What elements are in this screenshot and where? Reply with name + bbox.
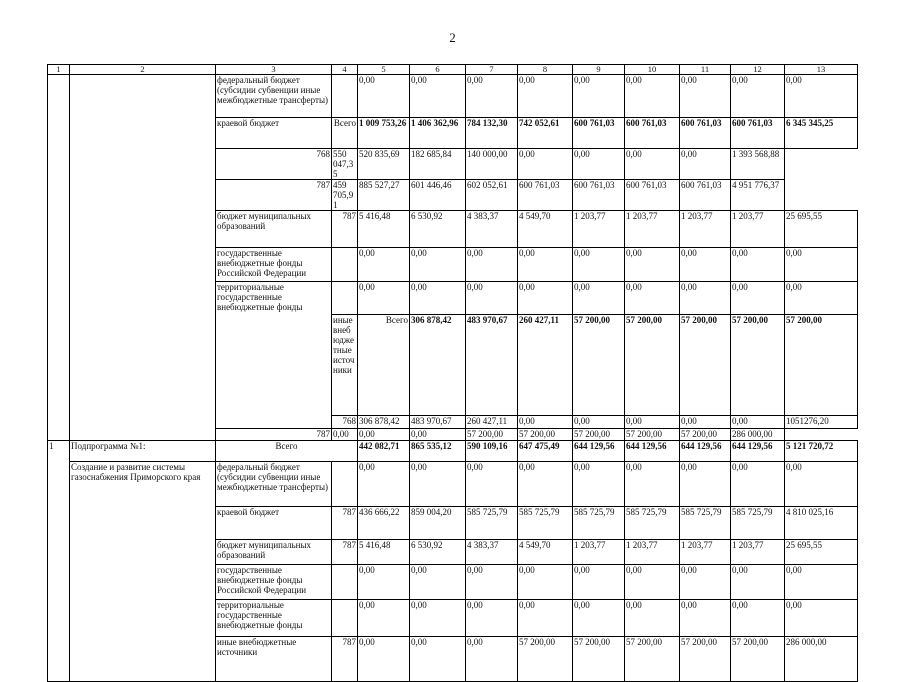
value-cell: 0,00 [680, 416, 731, 429]
value-cell: 0,00 [625, 282, 680, 315]
column-header: 10 [625, 65, 680, 75]
value-cell: 57 200,00 [680, 637, 731, 682]
value-cell: 585 725,79 [625, 507, 680, 540]
table-row [48, 75, 858, 118]
value-cell: 4 951 776,37 [731, 180, 785, 211]
value-cell: 0,00 [625, 149, 680, 180]
value-cell: 0,00 [731, 416, 785, 429]
value-cell: 0,00 [573, 416, 625, 429]
value-cell: 57 200,00 [518, 637, 573, 682]
value-cell: 0,00 [573, 149, 625, 180]
value-cell: 0,00 [680, 462, 731, 507]
value-cell: 306 878,42 [410, 315, 466, 416]
value-cell: 0,00 [518, 75, 573, 118]
value-cell: 0,00 [731, 282, 785, 315]
value-cell: 5 416,48 [358, 540, 410, 565]
value-cell: 0,00 [680, 248, 731, 282]
value-cell: 5 121 720,72 [785, 441, 858, 462]
value-cell: 1 203,77 [625, 540, 680, 565]
source-cell: федеральный бюджет (субсидии субвенции иные межбюджетные трансферты) [216, 75, 332, 118]
value-cell: 4 549,70 [518, 540, 573, 565]
value-cell: 0,00 [466, 600, 518, 637]
value-cell: 0,00 [625, 416, 680, 429]
value-cell: 0,00 [731, 600, 785, 637]
value-cell: 0,00 [358, 600, 410, 637]
value-cell: 0,00 [358, 637, 410, 682]
value-cell: 0,00 [625, 248, 680, 282]
value-cell: 0,00 [518, 149, 573, 180]
value-cell: 644 129,56 [731, 441, 785, 462]
value-cell: 0,00 [573, 282, 625, 315]
source-cell: краевой бюджет [216, 507, 332, 540]
value-cell: 1 203,77 [573, 211, 625, 248]
value-cell: 1 203,77 [680, 540, 731, 565]
value-cell: 0,00 [466, 248, 518, 282]
column-header: 8 [518, 65, 573, 75]
value-cell: 436 666,22 [358, 507, 410, 540]
value-cell: 0,00 [625, 565, 680, 600]
value-cell: 1 203,77 [731, 211, 785, 248]
value-cell: 0,00 [332, 429, 358, 441]
value-cell: 0,00 [518, 565, 573, 600]
value-cell: 0,00 [358, 565, 410, 600]
value-cell: 0,00 [785, 248, 858, 282]
value-cell: 57 200,00 [625, 315, 680, 416]
value-cell: 0,00 [573, 75, 625, 118]
code-cell: Всего [358, 315, 410, 416]
value-cell: 57 200,00 [518, 429, 573, 441]
value-cell: 585 725,79 [466, 507, 518, 540]
value-cell: 600 761,03 [625, 180, 680, 211]
value-cell: 0,00 [466, 282, 518, 315]
value-cell: 0,00 [410, 282, 466, 315]
value-cell: 0,00 [518, 600, 573, 637]
value-cell: 1 203,77 [680, 211, 731, 248]
source-cell: государственные внебюджетные фонды Российской Федерации [216, 248, 332, 282]
value-cell: 601 446,46 [410, 180, 466, 211]
value-cell: 0,00 [785, 565, 858, 600]
value-cell: 0,00 [466, 75, 518, 118]
table-body [48, 65, 858, 682]
value-cell: 600 761,03 [680, 180, 731, 211]
code-cell: Всего [332, 118, 358, 149]
value-cell: 0,00 [518, 416, 573, 429]
value-cell: 0,00 [410, 248, 466, 282]
value-cell: 483 970,67 [410, 416, 466, 429]
value-cell: 57 200,00 [573, 637, 625, 682]
value-cell: 0,00 [410, 75, 466, 118]
value-cell: 585 725,79 [731, 507, 785, 540]
value-cell: 644 129,56 [680, 441, 731, 462]
value-cell: 0,00 [358, 429, 410, 441]
value-cell: 600 761,03 [518, 180, 573, 211]
code-cell: 787 [216, 180, 332, 211]
value-cell: 0,00 [518, 248, 573, 282]
source-cell: федеральный бюджет (субсидии субвенции иные межбюджетные трансферты) [216, 462, 332, 507]
value-cell: 644 129,56 [625, 441, 680, 462]
page-number: 2 [449, 30, 456, 45]
value-cell: 0,00 [625, 75, 680, 118]
value-cell: 57 200,00 [680, 429, 731, 441]
value-cell: 590 109,16 [466, 441, 518, 462]
value-cell: 600 761,03 [573, 118, 625, 149]
value-cell: 0,00 [731, 462, 785, 507]
code-cell [332, 75, 358, 118]
header-row [48, 65, 858, 75]
value-cell: 585 725,79 [680, 507, 731, 540]
value-cell: 25 695,55 [785, 211, 858, 248]
value-cell: 4 383,37 [466, 540, 518, 565]
column-header: 12 [731, 65, 785, 75]
value-cell: 0,00 [466, 462, 518, 507]
value-cell: 1 009 753,26 [358, 118, 410, 149]
value-cell: 6 345 345,25 [785, 118, 858, 149]
value-cell: 0,00 [625, 600, 680, 637]
source-cell: государственные внебюджетные фонды Российской Федерации [216, 565, 332, 600]
source-cell: бюджет муниципальных образований [216, 540, 332, 565]
value-cell: 57 200,00 [466, 429, 518, 441]
value-cell: 600 761,03 [731, 118, 785, 149]
value-cell: 0,00 [785, 75, 858, 118]
value-cell: 644 129,56 [573, 441, 625, 462]
table-row [48, 462, 858, 507]
code-cell: 787 [216, 429, 332, 441]
value-cell: 0,00 [410, 565, 466, 600]
num-cell: 1 [48, 441, 70, 682]
column-header: 4 [332, 65, 358, 75]
value-cell: 0,00 [573, 565, 625, 600]
value-cell: 306 878,42 [358, 416, 410, 429]
value-cell: 286 000,00 [785, 637, 858, 682]
value-cell: 0,00 [680, 600, 731, 637]
total-label: Всего [216, 441, 358, 462]
value-cell: 57 200,00 [731, 637, 785, 682]
value-cell: 0,00 [466, 565, 518, 600]
value-cell: 885 527,27 [358, 180, 410, 211]
column-header: 11 [680, 65, 731, 75]
value-cell: 0,00 [680, 75, 731, 118]
value-cell: 0,00 [358, 248, 410, 282]
value-cell: 1 203,77 [731, 540, 785, 565]
value-cell: 1 203,77 [573, 540, 625, 565]
column-header: 9 [573, 65, 625, 75]
budget-table [47, 64, 858, 682]
column-header: 2 [70, 65, 216, 75]
value-cell: 459 705,91 [332, 180, 358, 211]
value-cell: 0,00 [518, 282, 573, 315]
code-cell: 768 [216, 149, 332, 180]
value-cell: 0,00 [785, 600, 858, 637]
value-cell: 0,00 [573, 248, 625, 282]
value-cell: 0,00 [358, 282, 410, 315]
value-cell: 0,00 [410, 429, 466, 441]
value-cell: 483 970,67 [466, 315, 518, 416]
code-cell: 768 [332, 416, 358, 429]
value-cell: 1 393 568,88 [731, 149, 785, 180]
value-cell: 1 203,77 [625, 211, 680, 248]
value-cell: 0,00 [625, 462, 680, 507]
value-cell: 742 052,61 [518, 118, 573, 149]
value-cell: 0,00 [680, 565, 731, 600]
source-cell: территориальные государственные внебюджетные фонды [216, 600, 332, 637]
value-cell: 57 200,00 [573, 315, 625, 416]
value-cell: 0,00 [785, 282, 858, 315]
value-cell: 57 200,00 [785, 315, 858, 416]
value-cell: 6 530,92 [410, 540, 466, 565]
value-cell: 442 082,71 [358, 441, 410, 462]
value-cell: 600 761,03 [625, 118, 680, 149]
value-cell: 1051276,20 [785, 416, 858, 429]
source-cell: бюджет муниципальных образований [216, 211, 332, 248]
value-cell: 585 725,79 [518, 507, 573, 540]
source-cell: иные внебюджетные источники [216, 637, 332, 682]
value-cell: 260 427,11 [518, 315, 573, 416]
code-cell: 787 [332, 211, 358, 248]
value-cell: 600 761,03 [573, 180, 625, 211]
value-cell: 0,00 [358, 462, 410, 507]
code-cell [332, 462, 358, 507]
value-cell: 57 200,00 [625, 429, 680, 441]
value-cell: 6 530,92 [410, 211, 466, 248]
value-cell: 0,00 [731, 565, 785, 600]
code-cell [332, 565, 358, 600]
value-cell: 784 132,30 [466, 118, 518, 149]
value-cell: 286 000,00 [731, 429, 785, 441]
value-cell: 647 475,49 [518, 441, 573, 462]
num-cell [48, 75, 70, 441]
value-cell: 25 695,55 [785, 540, 858, 565]
code-cell [332, 600, 358, 637]
source-cell: краевой бюджет [216, 118, 332, 149]
value-cell: 0,00 [358, 75, 410, 118]
column-header: 1 [48, 65, 70, 75]
value-cell: 865 535,12 [410, 441, 466, 462]
value-cell: 5 416,48 [358, 211, 410, 248]
value-cell: 602 052,61 [466, 180, 518, 211]
code-cell: 787 [332, 507, 358, 540]
value-cell: 0,00 [731, 248, 785, 282]
value-cell: 4 810 025,16 [785, 507, 858, 540]
code-cell: 787 [332, 637, 358, 682]
value-cell: 140 000,00 [466, 149, 518, 180]
column-header: 5 [358, 65, 410, 75]
value-cell: 0,00 [518, 462, 573, 507]
value-cell: 520 835,69 [358, 149, 410, 180]
value-cell: 1 406 362,96 [410, 118, 466, 149]
value-cell: 0,00 [466, 637, 518, 682]
source-cell: территориальные государственные внебюджетные фонды [216, 282, 332, 429]
value-cell: 0,00 [731, 75, 785, 118]
source-cell: иные внебюджетные источники [332, 315, 358, 416]
value-cell: 585 725,79 [573, 507, 625, 540]
column-header: 3 [216, 65, 332, 75]
value-cell: 4 383,37 [466, 211, 518, 248]
value-cell: 0,00 [573, 600, 625, 637]
code-cell [332, 248, 358, 282]
value-cell: 0,00 [410, 462, 466, 507]
subprogram-subtitle: Создание и развитие системы газоснабжения Приморского края [70, 462, 216, 682]
value-cell: 0,00 [785, 462, 858, 507]
value-cell: 600 761,03 [680, 118, 731, 149]
value-cell: 0,00 [680, 149, 731, 180]
column-header: 6 [410, 65, 466, 75]
column-header: 13 [785, 65, 858, 75]
value-cell: 0,00 [410, 600, 466, 637]
value-cell: 0,00 [410, 637, 466, 682]
value-cell: 859 004,20 [410, 507, 466, 540]
table-row [48, 441, 858, 462]
value-cell: 0,00 [680, 282, 731, 315]
value-cell: 57 200,00 [573, 429, 625, 441]
value-cell: 182 685,84 [410, 149, 466, 180]
subprogram-title: Подпрограмма №1: [70, 441, 216, 462]
code-cell [332, 282, 358, 315]
value-cell: 0,00 [573, 462, 625, 507]
value-cell: 57 200,00 [625, 637, 680, 682]
value-cell: 57 200,00 [731, 315, 785, 416]
value-cell: 550 047,35 [332, 149, 358, 180]
value-cell: 57 200,00 [680, 315, 731, 416]
value-cell: 260 427,11 [466, 416, 518, 429]
code-cell: 787 [332, 540, 358, 565]
column-header: 7 [466, 65, 518, 75]
value-cell: 4 549,70 [518, 211, 573, 248]
program-name-cell [70, 75, 216, 441]
